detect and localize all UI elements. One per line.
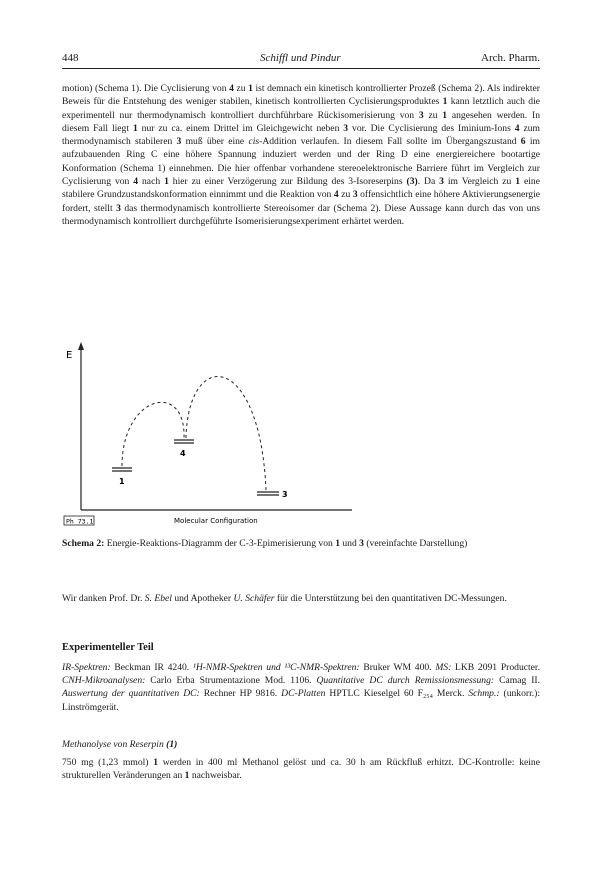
y-axis-label: E: [66, 350, 73, 361]
bold-run: 3: [352, 189, 358, 201]
level-3-label: 3: [282, 490, 288, 499]
bold-run: 1: [515, 176, 521, 188]
energy-diagram: [62, 340, 362, 530]
bold-run: 4: [514, 122, 520, 134]
italic-run: DC-Platten: [281, 688, 326, 700]
bold-run: 1: [442, 109, 448, 121]
subsection-heading: Methanolyse von Reserpin (1): [62, 739, 178, 750]
page-number: 448: [62, 52, 79, 64]
body-paragraph: motion) (Schema 1). Die Cyclisierung von 4 zu 1 ist demnach ein kinetisch kontrollierter Prozeß (Schema 2). Als indirekter Beweis für die Entstehung des weniger stabilen, kinetisch kontrollierten Cyclisierungsproduktes 1 kann letztlich auch die experimentell nur thermodynamisch kontrolliert durchführbare Rückisomerisierung von 3 zu 1 angesehen werden. In diesem Fall liegt 1 nur zu ca. einem Drittel im Gleichgewicht neben 3 vor. Die Cyclisierung des Iminium-Ions 4 zum thermodynamisch stabileren 3 muß über eine cis-Addition verlaufen. In diesem Fall sollte im Übergangszustand 6 im aufzubauenden Ring C eine höhere Spannung induziert werden und der Ring D eine energiereichere bootartige Konformation (Schema 1) einnehmen. Die hier offenbar vorhandene stereoelektronische Barriere führt im Vergleich zur Cyclisierung von 4 nach 1 hier zu einer Verzögerung zur Bildung des 3-Isoreserpins (3). Da 3 im Vergleich zu 1 eine stabilere Grundzustandskonformation einnimmt und die Reaktion von 4 zu 3 offensichtlich eine höhere Aktivierungsenergie fordert, stellt 3 das thermodynamisch kontrollierte Stereoisomer dar (Schema 2). Diese Aussage kann durch das von uns thermodynamisch kontrolliert durchgeführte Isomerisierungsexperiment erhärtet werden.: [62, 83, 541, 227]
bold-run: 3: [343, 122, 349, 134]
level-4-label: 4: [180, 449, 186, 458]
italic-run: cis: [248, 136, 260, 148]
journal-page: [62, 0, 542, 888]
methanolysis-paragraph: 750 mg (1,23 mmol) 1 werden in 400 ml Methanol gelöst und ca. 30 h am Rückfluß erhitzt. DC-Kontrolle: keine strukturellen Veränderungen an 1 nachweisbar.: [62, 757, 540, 782]
bold-run: 6: [520, 136, 526, 148]
bold-run: 3: [418, 109, 424, 121]
italic-run: Quantitative DC durch Remissionsmessung:: [316, 675, 495, 687]
italic-run: MS:: [435, 662, 452, 673]
bold-run: 3: [176, 136, 182, 148]
journal-name: Arch. Pharm.: [481, 52, 540, 64]
path-4-to-3: [186, 377, 266, 490]
italic-run: Auswertung der quantitativen DC:: [62, 688, 200, 700]
bold-run: 1: [164, 176, 169, 188]
level-4-bar: [174, 440, 194, 443]
bold-run: 4: [333, 189, 339, 201]
bold-run: 1: [248, 83, 253, 94]
figure-stamp: Ph 73.1: [66, 517, 94, 526]
section-heading: Experimenteller Teil: [62, 642, 154, 653]
running-header: [62, 52, 540, 69]
energy-diagram-svg: [62, 340, 362, 530]
bold-run: 1: [184, 770, 190, 782]
x-axis-label: Molecular Configuration: [174, 517, 258, 525]
level-1-label: 1: [119, 477, 125, 486]
italic-run: IR-Spektren:: [62, 662, 111, 673]
bold-run: 3: [116, 202, 121, 214]
figure-caption: Schema 2: Energie-Reaktions-Diagramm der C-3-Epimerisierung von 1 und 3 (vereinfachte Darstellung): [62, 538, 468, 549]
italic-run: S. Ebel: [144, 593, 172, 604]
bold-run: 4: [133, 176, 139, 188]
level-1-bar: [112, 468, 132, 471]
bold-run: (1): [166, 739, 178, 750]
methods-paragraph: IR-Spektren: Beckman IR 4240. ¹H-NMR-Spektren und ¹³C-NMR-Spektren: Bruker WM 400. MS: LKB 2091 Producter. CNH-Mikroanalysen: Carlo Erba Strumentazione Mod. 1106. Quantitative DC durch Remissionsmessung: Camag II. Auswertung der quantitativen DC: Rechner HP 9816. DC-Platten HPTLC Kieselgel 60 F₂₅₄ Merck. Schmp.: (unkorr.): Linströmgerät.: [62, 662, 541, 713]
italic-run: U. Schäfer: [233, 593, 275, 604]
level-3-bar: [257, 492, 279, 495]
bold-run: 1: [132, 122, 138, 134]
italic-run: CNH-Mikroanalysen:: [62, 675, 146, 687]
path-1-to-4: [122, 402, 184, 466]
bold-run: 1: [442, 96, 448, 108]
bold-run: Schema 2:: [62, 538, 105, 549]
acknowledgement: Wir danken Prof. Dr. S. Ebel und Apotheker U. Schäfer für die Unterstützung bei den quantitativen DC-Messungen.: [62, 593, 507, 604]
bold-run: 1: [153, 757, 159, 768]
italic-run: Schmp.:: [468, 688, 500, 700]
bold-run: 3: [359, 538, 364, 549]
bold-run: (3): [406, 176, 418, 188]
running-authors: Schiffl und Pindur: [260, 52, 341, 64]
bold-run: 4: [229, 83, 234, 94]
bold-run: 3: [439, 176, 444, 188]
italic-run: ¹H-NMR-Spektren und ¹³C-NMR-Spektren:: [192, 662, 360, 673]
y-axis-arrow: [78, 342, 84, 350]
bold-run: 1: [335, 538, 340, 549]
